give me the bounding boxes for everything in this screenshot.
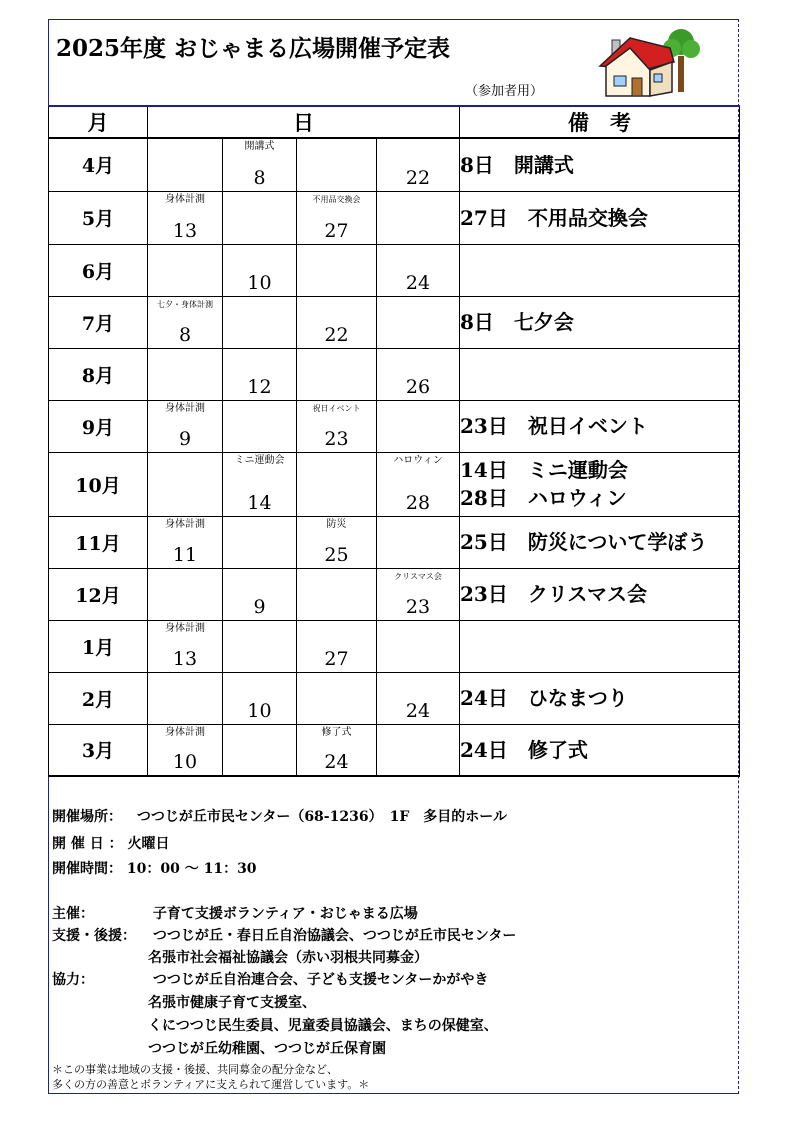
coop-line-2: 名張市健康子育て支援室、 [148,995,316,1011]
month-cell: 8月 [49,348,148,400]
day-number: 9 [178,427,192,450]
schedule-row [49,348,740,400]
day-cell [297,672,377,724]
schedule-row [49,672,740,724]
page-subtitle: （参加者用） [465,84,544,99]
month-cell: 5月 [49,191,148,244]
day-number: 26 [405,375,431,398]
month-cell: 9月 [49,400,148,452]
day-cell [297,191,377,244]
day-number: 13 [172,647,198,670]
schedule-row [49,244,740,296]
schedule-row [49,568,740,620]
notes-cell [460,672,740,724]
event-label: 祝日イベント [312,403,361,413]
day-number: 24 [405,699,431,722]
day-cell [297,296,377,348]
day-number: 14 [247,491,272,514]
day-cell [148,516,223,568]
day-number: 28 [405,491,431,514]
venue-value: つつじが丘市民センター（68-1236） 1F 多目的ホール [136,809,507,825]
notes-cell [460,620,740,672]
month-cell: 6月 [49,244,148,296]
event-label: 開講式 [244,141,275,152]
day-cell [377,138,460,191]
day-cell [297,724,377,776]
note-text: 8日 七夕会 [460,310,574,334]
month-cell: 7月 [49,296,148,348]
day-cell [297,244,377,296]
month-cell: 11月 [49,516,148,568]
day-cell [223,296,297,348]
day-cell [297,568,377,620]
footnote-line-1: ＊この事業は地域の支援・後援、共同募金の配分金など、 [52,1063,338,1076]
day-cell [223,620,297,672]
day-cell [223,452,297,516]
notes-cell [460,400,740,452]
month-cell: 10月 [49,452,148,516]
time-line [52,858,257,878]
day-number: 27 [324,219,349,242]
day-cell [148,191,223,244]
day-cell [223,568,297,620]
house-illustration [596,26,706,98]
notes-cell [460,348,740,400]
venue-key: 開催場所： [52,809,122,825]
day-cell [148,296,223,348]
support-line-2: 名張市社会福祉協議会（赤い羽根共同募金） [148,950,428,966]
note-text: 24日 修了式 [460,737,588,762]
day-number: 27 [324,647,349,670]
day-key: 開 催 日 ： [52,836,123,852]
day-cell [377,400,460,452]
day-cell [297,620,377,672]
coop-line-3: くにつつじ民生委員、児童委員協議会、まちの保健室、 [148,1018,498,1034]
coop-line-1 [52,969,488,989]
month-cell: 2月 [49,672,148,724]
day-cell [377,452,460,516]
day-number: 10 [247,271,272,294]
note-text: 28日 ハロウィン [460,486,627,510]
day-cell [223,191,297,244]
day-cell [148,452,223,516]
support-value-1: つつじが丘・春日丘自治協議会、つつじが丘市民センター [152,928,517,944]
day-cell [377,348,460,400]
table-header-row [49,106,740,138]
note-text: 25日 防災について学ぼう [460,530,708,554]
event-label: クリスマス会 [394,571,442,581]
day-cell [377,620,460,672]
schedule-row [49,724,740,776]
day-cell [297,516,377,568]
day-number: 12 [247,375,272,398]
day-number: 24 [324,751,349,773]
note-text: 24日 ひなまつり [460,686,628,710]
event-label: 防災 [326,518,347,530]
note-text: 23日 クリスマス会 [460,582,648,606]
day-cell [148,568,223,620]
day-cell [297,348,377,400]
day-number: 25 [324,543,349,566]
day-number: 23 [324,427,349,450]
day-number: 22 [405,166,431,189]
event-label: 不用品交換会 [312,194,361,204]
notes-cell [460,138,740,191]
day-cell [377,244,460,296]
host-value: 子育て支援ボランティア・おじゃまる広場 [152,906,418,922]
day-cell [377,516,460,568]
month-cell: 4月 [49,138,148,191]
day-cell [297,400,377,452]
day-cell [377,191,460,244]
note-text: 27日 不用品交換会 [460,205,648,230]
note-text: 8日 開講式 [460,152,574,177]
schedule-row [49,400,740,452]
notes-cell [460,191,740,244]
day-cell [148,244,223,296]
day-number: 24 [405,271,431,294]
schedule-row [49,191,740,244]
notes-cell [460,244,740,296]
header-notes: 備 考 [460,106,740,138]
footnote-line-2: 多くの方の善意とボランティアに支えられて運営しています。＊ [52,1078,370,1091]
day-value: 火曜日 [127,836,170,852]
day-cell [148,348,223,400]
schedule-row [49,296,740,348]
event-label: 身体計測 [165,193,205,205]
event-label: 身体計測 [165,402,205,414]
day-cell [377,568,460,620]
day-number: 22 [324,323,349,346]
day-number: 10 [172,751,198,773]
event-label: 身体計測 [165,622,205,634]
day-cell [377,724,460,776]
day-cell [377,672,460,724]
day-cell [148,724,223,776]
day-number: 23 [405,595,431,618]
day-cell [223,724,297,776]
day-cell [297,452,377,516]
day-number: 9 [253,595,266,618]
coop-key: 協力： [52,972,94,988]
month-cell: 3月 [49,724,148,776]
time-key: 開催時間： [52,861,122,877]
day-cell [148,138,223,191]
schedule-row [49,620,740,672]
notes-cell [460,452,740,516]
venue-line [52,806,507,826]
day-cell [148,620,223,672]
coop-line-4: つつじが丘幼稚園、つつじが丘保育園 [148,1041,386,1057]
day-line [52,833,170,853]
page-title: 2025年度 おじゃまる広場開催予定表 [56,35,451,62]
notes-cell [460,516,740,568]
header-month: 月 [49,106,148,138]
day-number: 10 [247,699,272,722]
month-cell: 1月 [49,620,148,672]
day-cell [223,672,297,724]
day-cell [297,138,377,191]
note-text: 14日 ミニ運動会 [460,458,628,482]
schedule-row [49,452,740,516]
host-line [52,903,418,923]
day-cell [223,138,297,191]
event-label: ハロウィン [393,454,443,466]
schedule-row [49,516,740,568]
event-label: 修了式 [321,726,352,738]
schedule-row [49,138,740,191]
day-cell [223,516,297,568]
event-label: ミニ運動会 [234,454,285,466]
schedule-table [48,105,740,777]
day-cell [377,296,460,348]
event-label: 七夕・身体計測 [157,299,213,309]
day-cell [148,672,223,724]
day-cell [148,400,223,452]
note-text: 23日 祝日イベント [460,414,648,438]
event-label: 身体計測 [165,726,205,738]
event-label: 身体計測 [165,518,205,530]
day-number: 8 [178,323,192,346]
notes-cell [460,724,740,776]
time-value: 10：00 ～ 11：30 [126,861,257,877]
day-cell [223,400,297,452]
support-key: 支援・後援： [52,928,136,944]
day-number: 13 [172,219,198,242]
notes-cell [460,568,740,620]
month-cell: 12月 [49,568,148,620]
coop-value-1: つつじが丘自治連合会、子ども支援センターかがやき [152,972,489,988]
notes-cell [460,296,740,348]
day-number: 8 [253,166,266,189]
host-key: 主催： [52,906,94,922]
day-cell [223,348,297,400]
day-cell [223,244,297,296]
day-number: 11 [172,543,198,566]
support-line-1 [52,925,516,945]
header-day: 日 [148,106,460,138]
